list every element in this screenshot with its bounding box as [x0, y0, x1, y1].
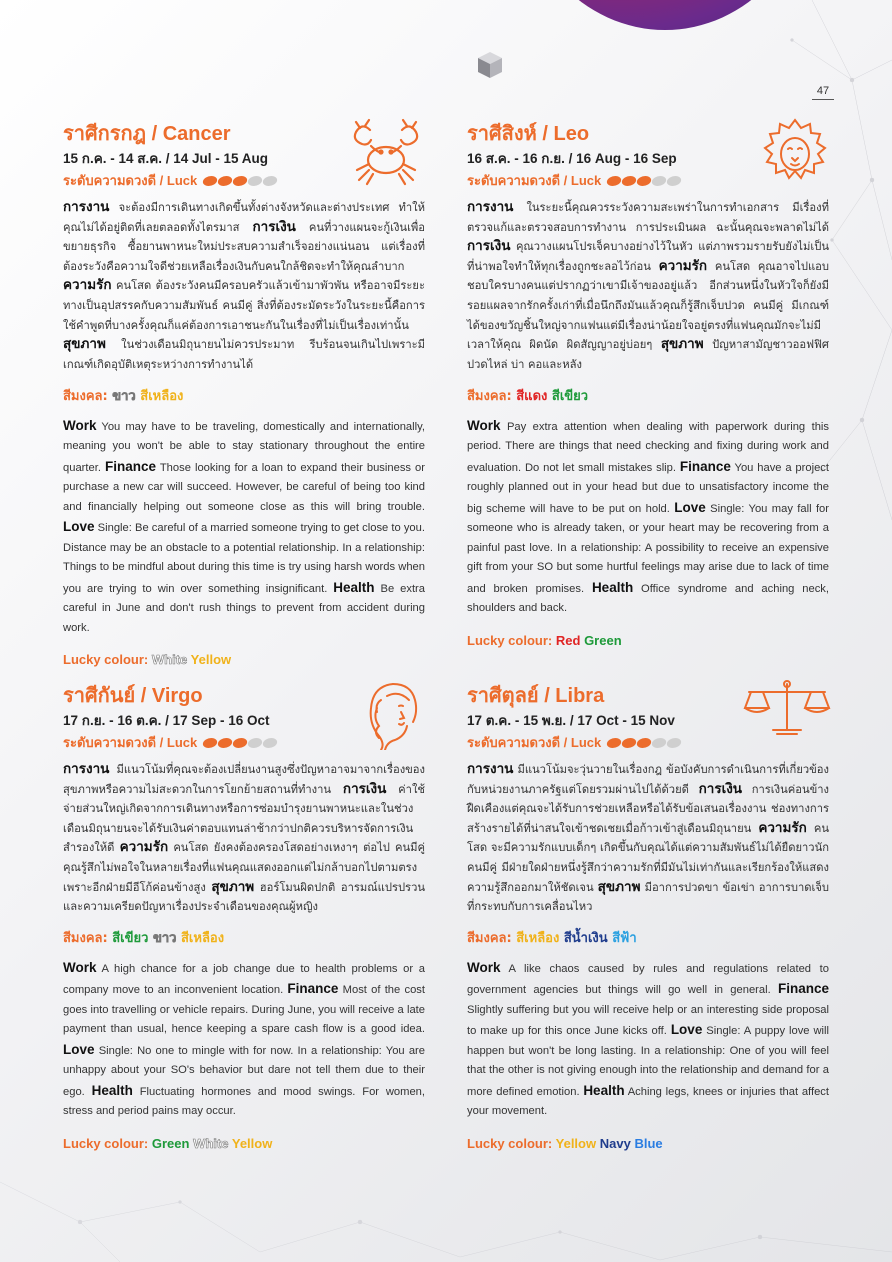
health-heading: สุขภาพ	[211, 878, 255, 895]
health-text: Aching legs, knees or injuries that affect your movement.	[467, 1085, 829, 1118]
english-horoscope	[467, 416, 829, 619]
lucky-colour-white: White	[151, 652, 188, 668]
love-heading: Love	[63, 1041, 95, 1057]
lucky-colour-yellow: Yellow	[231, 1136, 273, 1152]
luck-coin-empty-icon	[666, 738, 683, 748]
finance-heading: Finance	[287, 981, 339, 997]
health-text: ฮอร์โมนผิดปกติ อารมณ์แปรปรวน และความเครียดปัญหาเรื่องประจำเดือนของคุณผู้หญิง	[63, 880, 425, 914]
love-text: คนโสด คุณอาจไปแอบชอบใครบางคนแต่ปรากฏว่าเขามีเจ้าของอยู่แล้ว อีกส่วนหนึ่งในหัวใจก็ยังมีรอยแผลจากรักครั้งเก่าที่เมื่อนึกถึงมันแล้วคุณก็รู้สึกเจ็บปวด คนมีคู่ มีเกณฑ์ได้ของขวัญชิ้นใหญ่จากแฟนแต่มีเรื่องน่าน้อยใจอยู่ตรงที่แฟนคุณมักจะไม่มีเวลาให้คุณ ผิดนัด ผิดสัญญาอยู่บ่อยๆ	[467, 259, 829, 352]
luck-label: ระดับความดวงดี / Luck	[63, 735, 198, 750]
crab-icon	[345, 116, 427, 188]
lucky-colour-label: Lucky colour:	[467, 1136, 553, 1152]
work-heading: การงาน	[467, 761, 514, 777]
health-heading: สุขภาพ	[63, 336, 106, 353]
lucky-colour-navy: Navy	[599, 1136, 631, 1152]
luck-coin-filled-icon	[232, 176, 249, 186]
lucky-colour-label: สีมงคล:	[63, 388, 108, 404]
luck-coins	[203, 738, 277, 748]
finance-text: Those looking for a loan to expand their business or purchase a new car will succeed. However, be careful of being too kind and financially helping out someone close as this will bring trouble.	[63, 461, 426, 513]
luck-coin-filled-icon	[217, 176, 234, 186]
thai-horoscope	[467, 198, 829, 374]
lucky-colour-green: Green	[151, 1136, 190, 1152]
luck-coin-empty-icon	[666, 176, 683, 186]
work-text: มีแนวโน้มจะวุ่นวายในเรื่องกฎ ข้อบังคับการดำเนินการที่เกี่ยวข้องกับหน่วยงานภาครัฐแต่โดยรวมผ่านไปได้ด้วยดี	[467, 763, 829, 796]
finance-text: ค่าใช้จ่ายส่วนใหญ่เกิดจากการเดินทางหรือการซ่อมบำรุงยานพาหนะและในช่วงเดือนมิถุนายนจะได้รับเงินค่าตอบแทนล่าช้ากว่าปกติควรบริหารจัดการเงินสำรองให้ดี	[63, 782, 425, 855]
english-horoscope	[63, 958, 425, 1122]
luck-label: ระดับความดวงดี / Luck	[467, 173, 602, 188]
lucky-colour-green: Green	[584, 632, 622, 648]
health-text: ปัญหาสามัญชาวออฟฟิศ ปวดไหล่ บ่า คอและหลัง	[467, 338, 830, 371]
cube-icon	[476, 50, 504, 80]
health-heading: Health	[591, 579, 634, 595]
lucky-colour-red: Red	[555, 632, 581, 648]
lucky-colour-thai	[63, 386, 425, 408]
health-heading: Health	[333, 579, 375, 595]
sign-dates: 16 ส.ค. - 16 ก.ย. / 16 Aug - 16 Sep	[467, 151, 677, 166]
luck-coin-filled-icon	[621, 738, 638, 748]
love-heading: ความรัก	[758, 819, 807, 836]
sign-virgo	[63, 682, 425, 1155]
love-heading: Love	[63, 519, 95, 535]
finance-heading: การเงิน	[342, 780, 387, 797]
luck-coin-filled-icon	[621, 176, 638, 186]
health-text: Fluctuating hormones and mood swings. For women, stress and period pains may occur.	[63, 1085, 426, 1118]
work-heading: การงาน	[467, 199, 514, 215]
english-horoscope	[467, 958, 829, 1122]
luck-coin-filled-icon	[202, 176, 219, 186]
scales-icon	[743, 678, 831, 738]
lucky-colour-thai	[467, 928, 829, 950]
finance-heading: Finance	[104, 458, 156, 474]
finance-heading: การเงิน	[698, 780, 743, 797]
lucky-colour-english	[467, 1133, 829, 1155]
sign-dates: 17 ต.ค. - 15 พ.ย. / 17 Oct - 15 Nov	[467, 713, 675, 728]
love-heading: ความรัก	[63, 277, 112, 294]
health-text: Office syndrome and aching neck, shoulders and back.	[467, 582, 829, 615]
work-text: จะต้องมีการเดินทางเกิดขึ้นทั้งต่างจังหวัดและต่างประเทศ ทำให้คุณไม่ได้อยู่ติดที่เลยตลอดทั้งไตรมาส	[63, 201, 425, 234]
lucky-colour-green: สีเขียว	[112, 930, 149, 946]
love-text: คนโสด ต้องระวังคนมีครอบครัวแล้วเข้ามาพัวพัน หรืออาจมีระยะทางเป็นอุปสรรคกับความสัมพันธ์ คนมีคู่ สิ่งที่ต้องระมัดระวังในระยะนี้คือการใช้คำพูดที่บางครั้งคุณก็แค่ต้องการเอาชนะกันในเรื่องที่ไม่เป็นเรื่องเท่านั้น	[63, 279, 425, 332]
work-text: ในระยะนี้คุณควรระวังความสะเพร่าในการทำเอกสาร มีเรื่องที่ตรวจแก้และตรวจสอบการทำงาน การประเมินผล ฉะนั้นคุณจะพลาดไม่ได้	[467, 201, 829, 234]
lucky-colour-yellow: Yellow	[555, 1136, 597, 1152]
luck-coin-filled-icon	[606, 738, 623, 748]
lucky-colour-blue: Blue	[634, 1136, 663, 1152]
luck-coins	[607, 738, 681, 748]
love-text: Single: A puppy love will happen but won't be long lasting. In a relationship: One of you will feel that the other is not giving enough into the relationship and demand for a more defined emotion.	[467, 1025, 830, 1098]
sign-libra	[467, 682, 829, 1155]
health-heading: Health	[91, 1082, 133, 1098]
lucky-colour-white: ขาว	[112, 388, 136, 404]
lucky-colour-yellow: สีเหลือง	[140, 388, 184, 404]
lion-icon	[759, 116, 831, 188]
lucky-colour-red: สีแดง	[516, 388, 548, 404]
work-text: มีแนวโน้มที่คุณจะต้องเปลี่ยนงานสูงซึ่งปัญหาอาจมาจากเรื่องของสุขภาพหรือความไม่สะดวกในการโยกย้ายสถานที่ทำงาน	[63, 763, 425, 796]
love-text: Single: You may fall for someone who is already taken, or your heart may be recovering from a painful past love. In a relationship: A possibility to receive an expensive gift from your SO but some hurtful feelings may arise due to lack of time and broken promises.	[467, 502, 830, 595]
lucky-colour-yellow: สีเหลือง	[181, 930, 225, 946]
work-text: You may have to be traveling, domestically and internationally, meaning you won't be able to stay stationary throughout the entire quarter.	[63, 420, 425, 474]
maiden-icon	[363, 678, 427, 750]
luck-coin-empty-icon	[262, 738, 279, 748]
finance-text: การเงินค่อนข้างฝืดเคืองแต่คุณจะได้รับการช่วยเหลือหรือได้รับข้อเสนอเรื่องงาน ช่องทางการสร้างรายได้ที่น่าสนใจเข้าชดเชยเมื่อก้าวเข้าสู่เดือนมิถุนายน	[467, 782, 829, 835]
sign-title: ราศีสิงห์ / Leo	[467, 123, 590, 145]
love-text: Single: No one to mingle with for now. In a relationship: You are unhappy about your SO's behavior but dare not tell them due to their ego.	[63, 1044, 425, 1098]
page-number: 47	[812, 85, 834, 100]
lucky-colour-label: Lucky colour:	[63, 1136, 149, 1152]
thai-horoscope	[467, 760, 829, 917]
luck-coin-empty-icon	[651, 738, 668, 748]
work-heading: Work	[63, 417, 97, 433]
health-heading: Health	[583, 1082, 625, 1098]
lucky-colour-label: สีมงคล:	[467, 388, 512, 404]
love-heading: ความรัก	[119, 839, 169, 856]
health-text: Be extra careful in June and don't rush things to prevent from accident during work.	[63, 582, 425, 634]
work-heading: Work	[467, 417, 501, 433]
sign-title: ราศีกรกฎ / Cancer	[63, 123, 231, 145]
health-text: มีอาการปวดขา ข้อเข่า อาการบาดเจ็บที่กระทบกับการเคลื่อนไหว	[467, 880, 829, 914]
work-heading: Work	[63, 959, 97, 975]
love-text: คนโสด จะมีความรักแบบเด็กๆ เกิดขึ้นกับคุณได้แต่ความสัมพันธ์ไม่ได้ยืดยาวนัก คนมีคู่ มีฝ่ายใดฝ่ายหนึ่งรู้สึกว่าความรักที่มีมันไม่เท่ากันและเรียกร้องให้แสดงความรู้สึกออกมาให้ชัดเจน	[467, 821, 829, 894]
lucky-colour-white: ขาว	[152, 930, 177, 946]
luck-coin-filled-icon	[232, 738, 249, 748]
finance-text: คนที่วางแผนจะกู้เงินเพื่อขยายธุรกิจ ซื้อยานพาหนะใหม่ประสบความสำเร็จอย่างแน่นอน แต่เรื่องที่ต้องระวังคือความใจดีช่วยเหลือเรื่องเงินกับคนใกล้ชิดจะทำให้คุณลำบาก	[63, 220, 425, 273]
lucky-colour-english	[63, 1133, 425, 1155]
luck-coins	[607, 176, 681, 186]
work-heading: การงาน	[63, 199, 110, 215]
work-heading: การงาน	[63, 761, 110, 777]
lucky-colour-white: White	[193, 1136, 229, 1152]
luck-coin-empty-icon	[247, 738, 264, 748]
work-heading: Work	[467, 959, 501, 975]
love-heading: Love	[674, 499, 706, 515]
lucky-colour-green: สีเขียว	[551, 388, 589, 404]
work-text: Pay extra attention when dealing with paperwork during this period. There are things that need checking and fixing during work and evaluation. Do not let small mistakes slip.	[467, 420, 829, 474]
lucky-colour-thai	[63, 928, 425, 950]
lucky-colour-label: Lucky colour:	[467, 632, 553, 648]
luck-label: ระดับความดวงดี / Luck	[63, 173, 198, 188]
luck-label: ระดับความดวงดี / Luck	[467, 735, 602, 750]
finance-text: You have a project roughly planned out in your head but due to unsatisfactory income the big scheme will have to be put on hold.	[467, 461, 829, 515]
lucky-colour-thai	[467, 386, 829, 408]
love-heading: ความรัก	[658, 257, 708, 274]
lucky-colour-yellow: Yellow	[190, 652, 232, 668]
english-horoscope	[63, 416, 425, 639]
lucky-colour-yellow: สีเหลือง	[516, 930, 560, 946]
lucky-colour-english	[63, 649, 425, 671]
sign-title: ราศีกันย์ / Virgo	[63, 685, 203, 707]
luck-coin-filled-icon	[202, 738, 219, 748]
thai-horoscope	[63, 198, 425, 374]
lucky-colour-label: สีมงคล:	[467, 930, 512, 946]
work-text: A high chance for a job change due to health problems or a company move to an inconvenient location.	[63, 962, 425, 997]
luck-coins	[203, 176, 277, 186]
love-heading: Love	[670, 1022, 703, 1038]
finance-heading: Finance	[777, 981, 829, 997]
luck-coin-empty-icon	[262, 176, 279, 186]
finance-text: Most of the cost goes into travelling or vehicle repairs. During June, you will receive a late payment than usual, hence keeping a spare cash flow is a good idea.	[63, 984, 425, 1036]
sign-cancer	[63, 120, 425, 671]
love-text: Single: Be careful of a married someone trying to get close to you. Distance may be an obstacle to a potential relationship. In a relationship: Things to be mindful about during this time is try using harsh words when you are trying to win over something insignificant.	[63, 522, 425, 595]
luck-coin-filled-icon	[217, 738, 234, 748]
lucky-colour-navy: สีน้ำเงิน	[563, 930, 608, 946]
work-text: A like chaos caused by rules and regulations related to government agencies but things will go well in general.	[467, 962, 829, 997]
health-heading: สุขภาพ	[597, 878, 641, 895]
lucky-colour-sky-blue: สีฟ้า	[612, 930, 637, 946]
luck-coin-filled-icon	[606, 176, 623, 186]
lucky-colour-english	[467, 630, 829, 652]
sign-leo	[467, 120, 829, 652]
finance-text: คุณวางแผนโปรเจ็คบางอย่างไว้ในหัว แต่ภาพรวมรายรับยังไม่เป็นที่น่าพอใจทำให้ทุกเรื่องถูกชะลอไว้ก่อน	[467, 240, 829, 273]
health-heading: สุขภาพ	[660, 336, 704, 353]
health-text: ในช่วงเดือนมิถุนายนไม่ควรประมาท รีบร้อนจนเกินไปเพราะมีเกณฑ์เกิดอุบัติเหตุระหว่างการทำงานได้	[63, 338, 425, 371]
lucky-colour-label: Lucky colour:	[63, 652, 149, 668]
love-text: คนโสด ยังคงต้องครองโสดอย่างเหงาๆ ต่อไป คนมีคู่ คุณรู้สึกไม่พอใจในหลายเรื่องที่แฟนคุณแสดงออกแต่ไม่กล้าบอกไปตามตรงเพราะอีกฝ่ายมีอีโก้ค่อนข้างสูง	[63, 841, 425, 894]
finance-heading: Finance	[679, 458, 731, 474]
finance-text: Slightly suffering but you will receive help or an interesting side proposal to make up for this once June kicks off.	[467, 1003, 829, 1038]
finance-heading: การเงิน	[252, 218, 296, 235]
luck-coin-empty-icon	[247, 176, 264, 186]
sign-title: ราศีตุลย์ / Libra	[467, 685, 605, 707]
thai-horoscope	[63, 760, 425, 917]
sign-dates: 17 ก.ย. - 16 ต.ค. / 17 Sep - 16 Oct	[63, 713, 270, 728]
sign-dates: 15 ก.ค. - 14 ส.ค. / 14 Jul - 15 Aug	[63, 151, 269, 166]
luck-coin-empty-icon	[651, 176, 668, 186]
finance-heading: การเงิน	[467, 238, 511, 255]
luck-coin-filled-icon	[636, 176, 653, 186]
lucky-colour-label: สีมงคล:	[63, 930, 108, 946]
luck-coin-filled-icon	[636, 738, 653, 748]
